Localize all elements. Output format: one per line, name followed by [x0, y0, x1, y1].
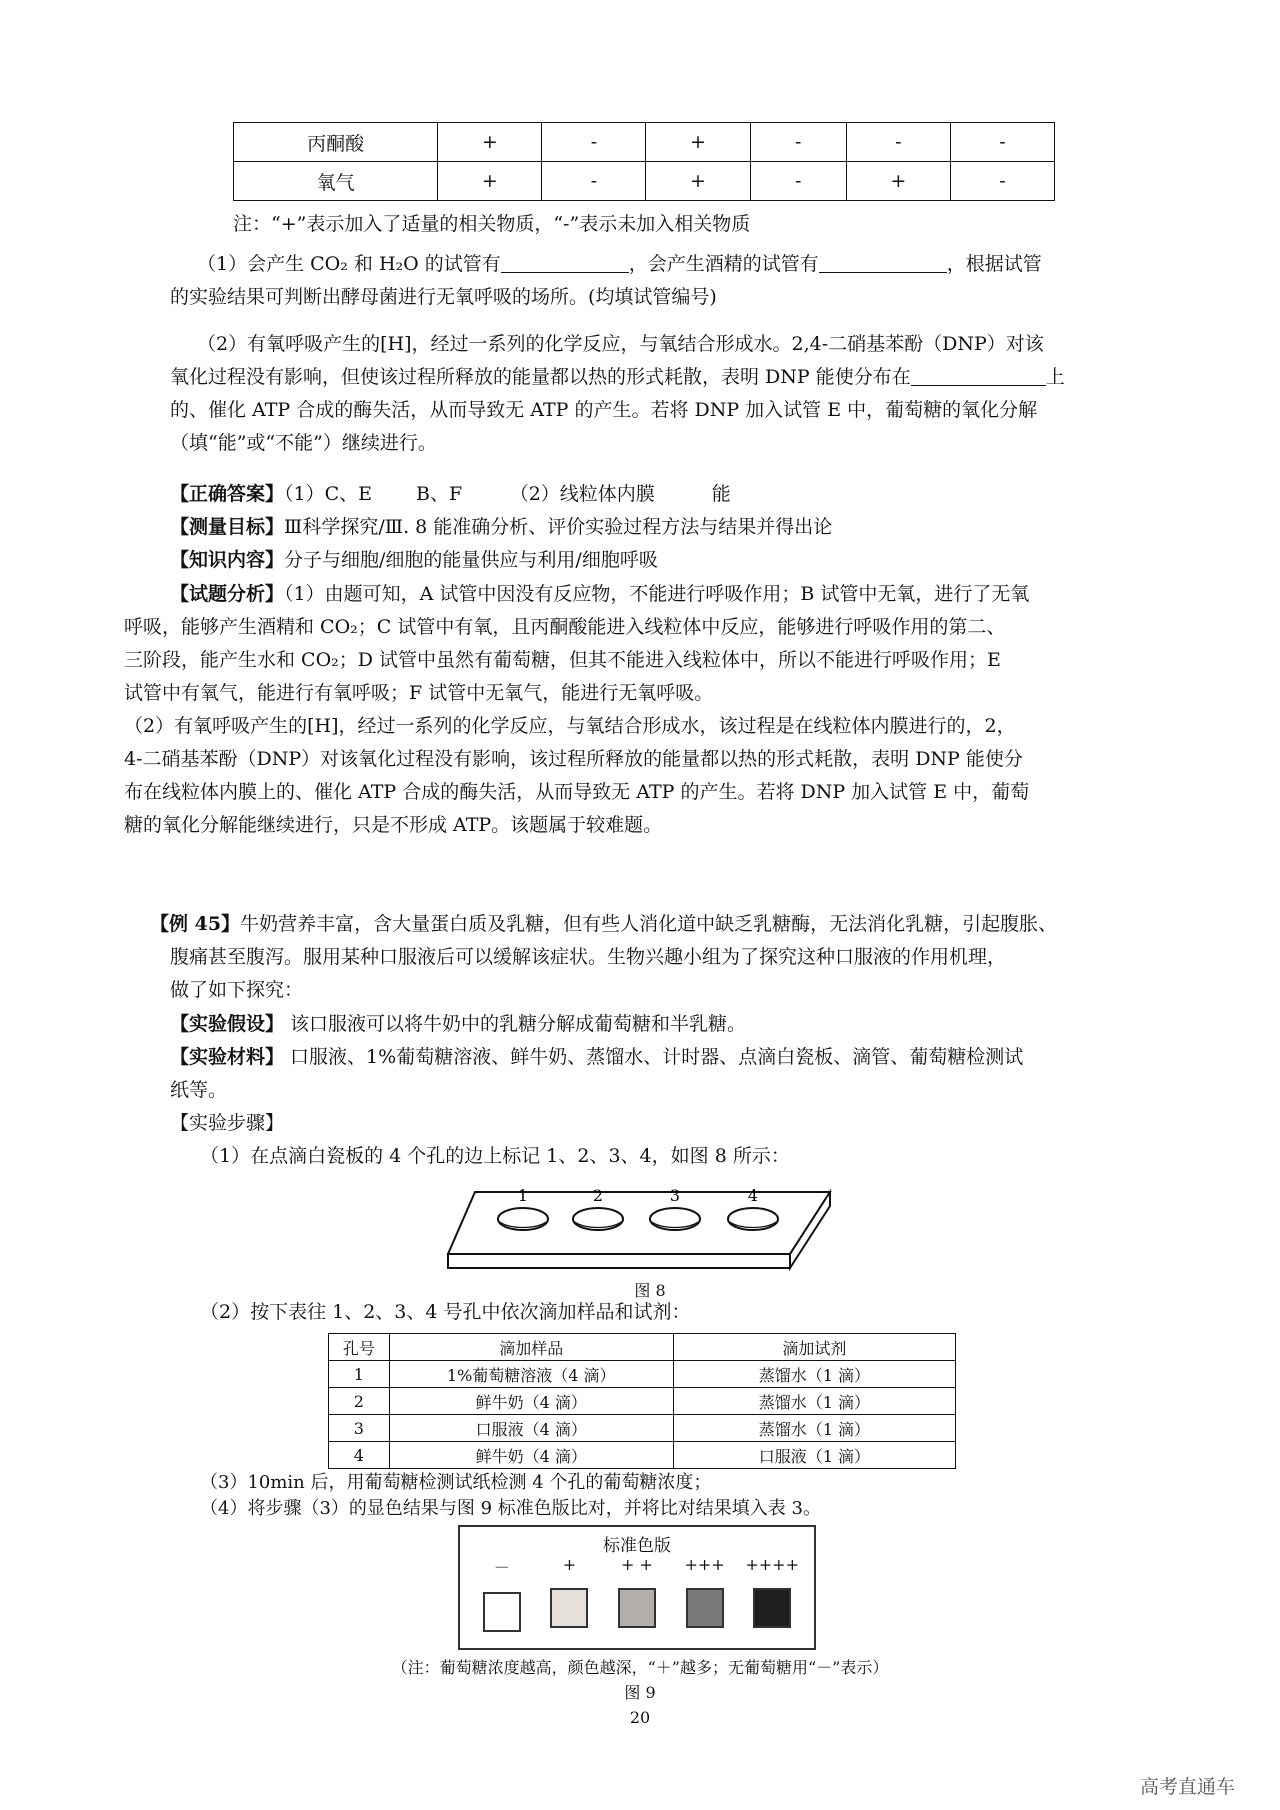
q1-text-a: （1）会产生 CO₂ 和 H₂O 的试管有 [197, 253, 501, 275]
table-cell: 鲜牛奶（4 滴） [389, 1442, 673, 1469]
table-header: 滴加试剂 [673, 1334, 955, 1361]
watermark: 高考直通车 [1140, 1776, 1236, 1798]
table-cell: 蒸馏水（1 滴） [673, 1361, 955, 1388]
table-cell: 蒸馏水（1 滴） [673, 1388, 955, 1415]
hypothesis-label: 【实验假设】 [170, 1013, 285, 1035]
analysis-line: 试管中有氧气，能进行有氧呼吸；F 试管中无氧气，能进行无氧呼吸。 [124, 682, 714, 704]
table-cell: 口服液（1 滴） [673, 1442, 955, 1469]
knowledge-label: 【知识内容】 [170, 549, 285, 571]
analysis-line: （1）由题可知，A 试管中因没有反应物，不能进行呼吸作用；B 试管中无氧，进行了无氧 [284, 583, 1030, 605]
table-cell: + [646, 123, 750, 162]
row-label: 氧气 [234, 162, 438, 201]
q1-text-c: ，根据试管 [946, 253, 1042, 275]
hole-label: 4 [747, 1186, 759, 1205]
table-cell: 口服液（4 滴） [389, 1415, 673, 1442]
table-row [329, 1388, 956, 1415]
step-1: （1）在点滴白瓷板的 4 个孔的边上标记 1、2、3、4，如图 8 所示： [200, 1145, 790, 1167]
table-cell: 1 [329, 1361, 390, 1388]
level-label: + + [621, 1555, 653, 1574]
question-1 [170, 248, 1160, 314]
analysis-line: 布在线粒体内膜上的、催化 ATP 合成的酶失活，从而导致无 ATP 的产生。若将 DNP 加入试管 E 中，葡萄 [124, 781, 1030, 803]
materials-label: 【实验材料】 [170, 1046, 285, 1068]
q2-line: 氧化过程没有影响，但使该过程所释放的能量都以热的形式耗散，表明 DNP 能使分布在 [170, 366, 911, 388]
table-cell: - [750, 123, 846, 162]
materials-text: 纸等。 [170, 1079, 228, 1101]
standard-color-chart [458, 1525, 816, 1650]
experiment-block [150, 1008, 1170, 1173]
step-3-4 [200, 1470, 821, 1522]
step-3: （3）10min 后，用葡萄糖检测试纸检测 4 个孔的葡萄糖浓度； [200, 1472, 712, 1493]
table-cell: 4 [329, 1442, 390, 1469]
analysis-line: 三阶段，能产生水和 CO₂；D 试管中虽然有葡萄糖，但其不能进入线粒体中，所以不能进行呼吸作用；E [124, 649, 1001, 671]
table-cell: 鲜牛奶（4 滴） [389, 1388, 673, 1415]
level-label: ++++ [745, 1555, 799, 1574]
example-line: 腹痛甚至腹泻。服用某种口服液后可以缓解该症状。生物兴趣小组为了探究这种口服液的作用机理， [170, 946, 1007, 968]
table-cell: - [846, 123, 950, 162]
target-text: Ⅲ科学探究/Ⅲ. 8 能准确分析、评价实验过程方法与结果并得出论 [284, 516, 833, 538]
table-cell: 2 [329, 1388, 390, 1415]
table-cell: - [950, 123, 1054, 162]
level-label: － [493, 1558, 510, 1577]
table-note: 注：“+”表示加入了适量的相关物质，“-”表示未加入相关物质 [233, 213, 751, 235]
hole-label: 3 [669, 1186, 681, 1205]
q1-text-d: 的实验结果可判断出酵母菌进行无氧呼吸的场所。(均填试管编号) [170, 286, 717, 308]
figure-9-caption: 图 9 [624, 1683, 656, 1702]
color-level [675, 1555, 735, 1632]
color-swatch [753, 1588, 791, 1628]
table-cell: + [438, 162, 542, 201]
sample-table [328, 1333, 956, 1469]
table-cell: + [438, 123, 542, 162]
color-swatch [686, 1588, 724, 1628]
row-label: 丙酮酸 [234, 123, 438, 162]
table-row [234, 162, 1055, 201]
color-swatch [483, 1592, 521, 1632]
analysis-line: 4-二硝基苯酚（DNP）对该氧化过程没有影响，该过程所释放的能量都以热的形式耗散，表明 DNP 能使分 [124, 748, 1023, 770]
table-header-row [329, 1334, 956, 1361]
color-swatch [550, 1588, 588, 1628]
color-swatch [618, 1588, 656, 1628]
answer-block [170, 478, 1170, 577]
q2-line: （2）有氧呼吸产生的[H]，经过一系列的化学反应，与氧结合形成水。2,4-二硝基苯酚（DNP）对该 [197, 333, 1044, 355]
table-header: 滴加样品 [389, 1334, 673, 1361]
page-number: 20 [629, 1708, 651, 1727]
hypothesis-text: 该口服液可以将牛奶中的乳糖分解成葡萄糖和半乳糖。 [284, 1013, 747, 1035]
analysis-block [124, 578, 1174, 842]
table-cell: + [646, 162, 750, 201]
q2-line: 的、催化 ATP 合成的酶失活，从而导致无 ATP 的产生。若将 DNP 加入试管 E 中，葡萄糖的氧化分解 [170, 399, 1038, 421]
figure-8-caption: 图 8 [634, 1281, 666, 1300]
color-level [472, 1555, 532, 1632]
table-cell: 3 [329, 1415, 390, 1442]
materials-text: 口服液、1%葡萄糖溶液、鲜牛奶、蒸馏水、计时器、点滴白瓷板、滴管、葡萄糖检测试 [284, 1046, 1024, 1068]
table-cell: 1%葡萄糖溶液（4 滴） [389, 1361, 673, 1388]
analysis-line: 呼吸，能够产生酒精和 CO₂；C 试管中有氧，且丙酮酸能进入线粒体中反应，能够进行呼吸作用的第二、 [124, 616, 1006, 638]
table-cell: - [750, 162, 846, 201]
color-level [742, 1555, 802, 1632]
color-level [539, 1555, 599, 1632]
example-line: 做了如下探究： [170, 979, 304, 1001]
table-row [329, 1415, 956, 1442]
level-label: +++ [684, 1555, 725, 1574]
answer-label: 【正确答案】 [170, 483, 285, 505]
q2-line: 上 [1045, 366, 1065, 388]
answer-blank [501, 250, 629, 273]
answer-text: （1）C、E B、F （2）线粒体内膜 能 [284, 483, 731, 505]
analysis-line: 糖的氧化分解能继续进行，只是不形成 ATP。该题属于较难题。 [124, 814, 663, 836]
reagent-table [233, 122, 1055, 201]
table-row [329, 1442, 956, 1469]
plate-front [448, 1254, 790, 1268]
q1-text-b: ，会产生酒精的试管有 [628, 253, 819, 275]
table-cell: - [542, 162, 646, 201]
table-cell: - [542, 123, 646, 162]
level-label: + [562, 1555, 577, 1574]
color-chart-note: （注：葡萄糖浓度越高，颜色越深，“＋”越多；无葡萄糖用“－”表示） [391, 1658, 889, 1677]
answer-blank [911, 363, 1046, 386]
table-cell: - [950, 162, 1054, 201]
step-2: （2）按下表往 1、2、3、4 号孔中依次滴加样品和试剂： [200, 1301, 691, 1323]
table-header: 孔号 [329, 1334, 390, 1361]
table-row [329, 1361, 956, 1388]
steps-label: 【实验步骤】 [170, 1112, 285, 1134]
q2-line: （填“能”或“不能”）继续进行。 [170, 432, 437, 454]
table-cell: 蒸馏水（1 滴） [673, 1415, 955, 1442]
example-45 [150, 908, 1170, 1007]
example-label: 【例 45】 [150, 913, 241, 935]
color-chart-title: 标准色版 [603, 1536, 671, 1556]
hole-label: 2 [592, 1186, 604, 1205]
question-2 [170, 328, 1170, 460]
analysis-label: 【试题分析】 [170, 583, 285, 605]
hole-label: 1 [517, 1186, 529, 1205]
answer-blank [819, 250, 947, 273]
table-cell: + [846, 162, 950, 201]
analysis-line: （2）有氧呼吸产生的[H]，经过一系列的化学反应，与氧结合形成水，该过程是在线粒体内膜进行的，2， [124, 715, 1016, 737]
table-row [234, 123, 1055, 162]
target-label: 【测量目标】 [170, 516, 285, 538]
knowledge-text: 分子与细胞/细胞的能量供应与利用/细胞呼吸 [284, 549, 658, 571]
step-4: （4）将步骤（3）的显色结果与图 9 标准色版比对，并将比对结果填入表 3。 [200, 1498, 821, 1519]
example-line: 牛奶营养丰富，含大量蛋白质及乳糖，但有些人消化道中缺乏乳糖酶，无法消化乳糖，引起腹胀、 [240, 913, 1058, 935]
spot-plate-figure [445, 1182, 835, 1277]
color-level [607, 1555, 667, 1632]
